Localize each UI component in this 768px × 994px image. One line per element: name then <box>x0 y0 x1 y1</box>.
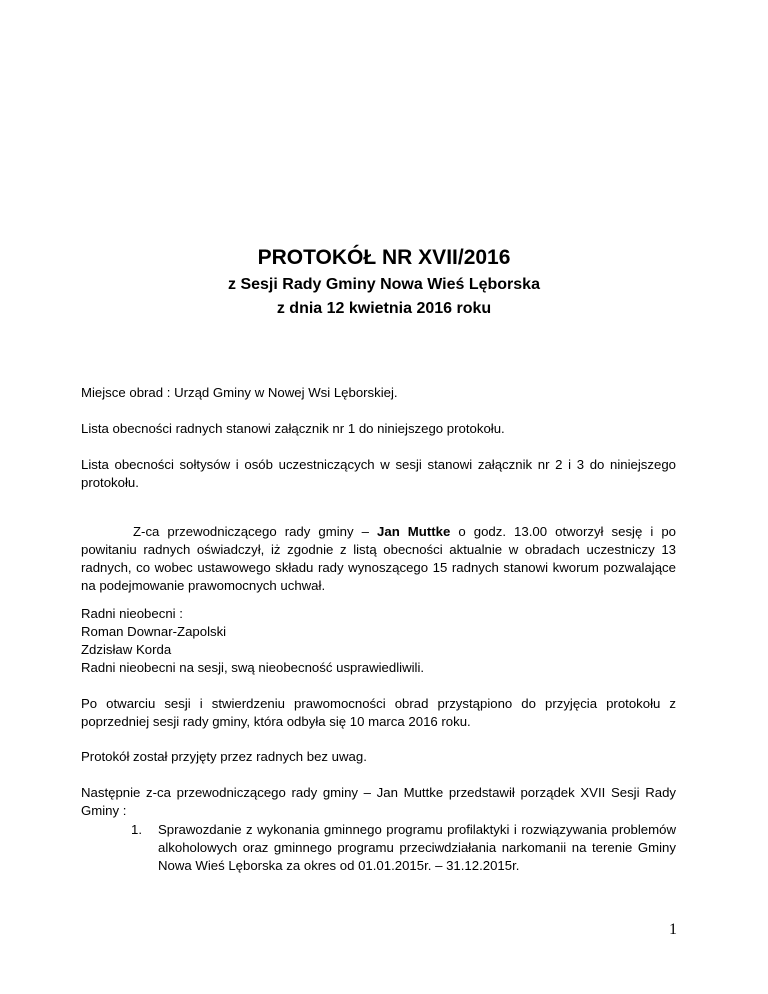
opening-prefix: Z-ca przewodniczącego rady gminy – <box>133 524 378 539</box>
agenda-item-text: Sprawozdanie z wykonania gminnego programu profilaktyki i rozwiązywania problemów alkoholowych oraz gminnego programu przeciwdziałania narkomanii na terenie Gminy Nowa Wieś Lęborska za okres od 01.01.2015r. – 31.12.2015r. <box>158 822 676 873</box>
document-subtitle-date: z dnia 12 kwietnia 2016 roku <box>276 300 492 317</box>
page-number: 1 <box>669 921 677 938</box>
agenda-item <box>131 821 676 875</box>
absence-excused: Radni nieobecni na sesji, swą nieobecność usprawiedliwili. <box>81 660 425 675</box>
meeting-place: Miejsce obrad : Urząd Gminy w Nowej Wsi Lęborskiej. <box>81 385 398 400</box>
agenda-intro: Następnie z-ca przewodniczącego rady gminy – Jan Muttke przedstawił porządek XVII Sesji Rady Gminy : <box>81 785 676 818</box>
chairperson-name: Jan Muttke <box>377 524 451 539</box>
attendance-others: Lista obecności sołtysów i osób uczestniczących w sesji stanowi załącznik nr 2 i 3 do niniejszego protokołu. <box>81 457 676 490</box>
document-subtitle-session: z Sesji Rady Gminy Nowa Wieś Lęborska <box>228 276 540 293</box>
opening-paragraph <box>81 523 676 595</box>
absent-councillors <box>81 605 676 659</box>
previous-minutes: Po otwarciu sesji i stwierdzeniu prawomocności obrad przystąpiono do przyjęcia protokołu z poprzedniej sesji rady gminy, która odbyła się 10 marca 2016 roku. <box>81 696 676 729</box>
absent-name: Roman Downar-Zapolski <box>81 624 227 639</box>
agenda-list <box>131 821 676 875</box>
attendance-councillors: Lista obecności radnych stanowi załącznik nr 1 do niniejszego protokołu. <box>81 421 505 436</box>
document-title: PROTOKÓŁ NR XVII/2016 <box>257 246 511 269</box>
absent-name: Zdzisław Korda <box>81 642 172 657</box>
minutes-accepted: Protokół został przyjęty przez radnych bez uwag. <box>81 749 367 764</box>
absent-heading: Radni nieobecni : <box>81 606 183 621</box>
agenda-item-number: 1. <box>131 822 142 837</box>
opening-rest: o godz. 13.00 otworzył sesję i po powitaniu radnych oświadczył, iż zgodnie z listą obecności aktualnie w obradach uczestniczy 13 radnych, co wobec ustawowego składu rady wynoszącego 15 radnych stanowi kworum pozwalające na podejmowanie prawomocnych uchwał. <box>81 524 677 593</box>
